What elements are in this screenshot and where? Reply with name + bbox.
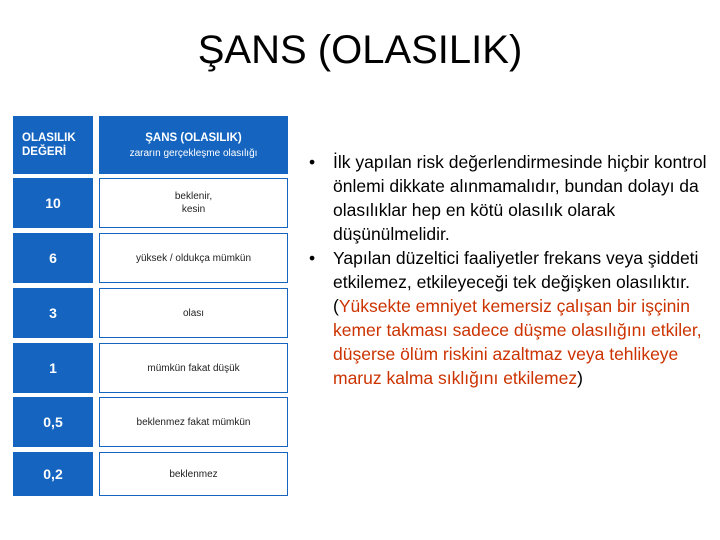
- row-description: [99, 343, 288, 393]
- row-value: 1: [13, 343, 93, 393]
- bullet-dot-icon: •: [309, 248, 316, 268]
- row-description: [99, 397, 288, 447]
- header-right-title: ŞANS (OLASILIK): [145, 131, 242, 144]
- row-description: [99, 288, 288, 338]
- bullet-text: İlk yapılan risk değerlendirmesinde hiçbir kontrol önlemi dikkate alınmamalıdır, bundan dolayı da olasılıklar hep en kötü olasılık olarak düşünülmelidir.: [333, 152, 707, 244]
- bullet-dot-icon: •: [309, 152, 316, 172]
- row-description: [99, 178, 288, 228]
- bullet-list: [304, 150, 709, 390]
- probability-table: [13, 116, 288, 496]
- row-description-line: beklenmez fakat mümkün: [136, 416, 251, 428]
- header-chance: [99, 116, 288, 174]
- row-description: [99, 452, 288, 496]
- bullet-text: Yapılan düzeltici faaliyetler frekans veya şiddeti etkilemez, etkileyeceği tek değişken olasılıktır. (: [333, 248, 699, 316]
- row-description-line: kesin: [181, 204, 206, 215]
- row-value: 0,5: [13, 397, 93, 447]
- bullet-highlight-text: Yüksekte emniyet kemersiz çalışan bir işçinin kemer takması sadece düşme olasılığını etkiler, düşerse ölüm riskini azaltmaz veya tehlikeye maruz kalma sıklığını etkilemez: [333, 296, 702, 388]
- header-probability-value: [13, 116, 93, 174]
- bullet-item: [304, 246, 709, 390]
- header-left-line-1: OLASILIK: [22, 132, 76, 144]
- row-description-line: olası: [182, 307, 205, 319]
- row-description-line: yüksek / oldukça mümkün: [135, 252, 252, 264]
- bullet-item: [304, 150, 709, 246]
- row-value: 6: [13, 233, 93, 283]
- header-right-subtitle: zararın gerçekleşme olasılığı: [129, 147, 258, 159]
- row-description-line: beklenmez: [169, 468, 218, 480]
- row-value: 10: [13, 178, 93, 228]
- row-value: 3: [13, 288, 93, 338]
- page-title: ŞANS (OLASILIK): [197, 28, 523, 72]
- row-description-line: beklenir,: [174, 191, 213, 202]
- row-value: 0,2: [13, 452, 93, 496]
- row-description: [99, 233, 288, 283]
- header-left-line-2: DEĞERİ: [22, 146, 67, 158]
- row-description-line: mümkün fakat düşük: [147, 362, 240, 374]
- bullet-text-end: ): [577, 368, 583, 388]
